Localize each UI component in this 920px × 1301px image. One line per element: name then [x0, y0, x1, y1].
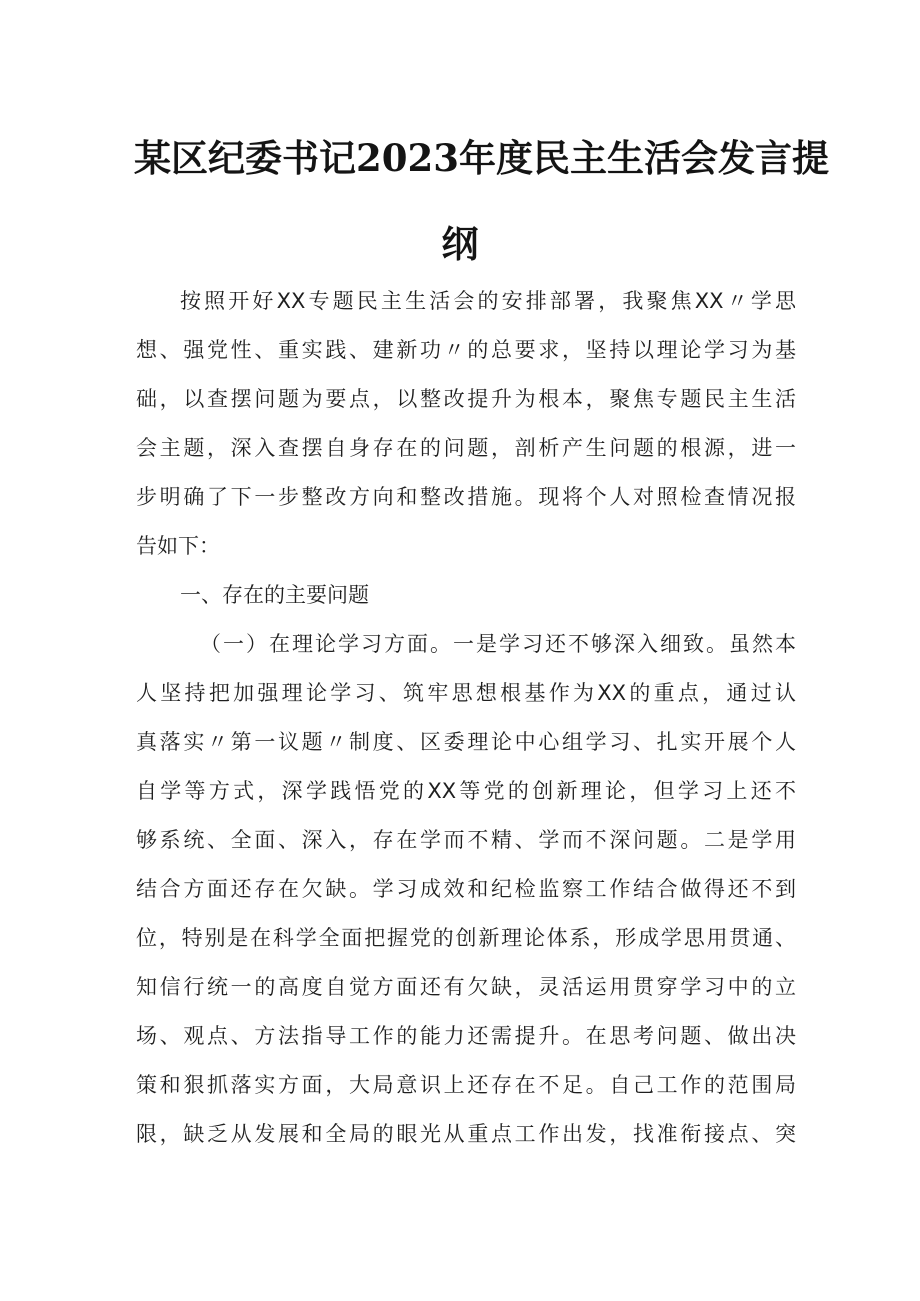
paragraph-3-line-10: 策和狠抓落实方面，大局意识上还存在不足。自己工作的范围局 [136, 1073, 796, 1097]
paragraph-1-line-1: 按照开好XX专题民主生活会的安排部署，我聚焦XX〃学思 [180, 289, 796, 313]
paragraph-3-line-5: 够系统、全面、深入，存在学而不精、学而不深问题。二是学用 [136, 828, 796, 852]
paragraph-3-line-7: 位，特别是在科学全面把握党的创新理论体系，形成学思用贯通、 [136, 926, 796, 950]
paragraph-3-line-8: 知信行统一的高度自觉方面还有欠缺，灵活运用贯穿学习中的立 [136, 975, 796, 999]
paragraph-3-line-6: 结合方面还存在欠缺。学习成效和纪检监察工作结合做得还不到 [136, 877, 796, 901]
section-heading: 一、存在的主要问题 [180, 583, 369, 607]
paragraph-1-line-5: 步明确了下一步整改方向和整改措施。现将个人对照检查情况报 [136, 485, 796, 509]
paragraph-1-line-6: 告如下： [136, 534, 220, 558]
document-title-line-2: 纲 [441, 222, 479, 266]
document-title-line-1: 某区纪委书记2023年度民主生活会发言提 [134, 136, 829, 180]
paragraph-1-line-2: 想、强党性、重实践、建新功〃的总要求，坚持以理论学习为基 [136, 338, 796, 362]
paragraph-3-line-9: 场、观点、方法指导工作的能力还需提升。在思考问题、做出决 [136, 1024, 796, 1048]
paragraph-3-line-1: （一）在理论学习方面。一是学习还不够深入细致。虽然本 [200, 632, 796, 656]
paragraph-3-line-3: 真落实〃第一议题〃制度、区委理论中心组学习、扎实开展个人 [136, 730, 796, 754]
paragraph-1-line-3: 础，以查摆问题为要点，以整改提升为根本，聚焦专题民主生活 [136, 387, 796, 411]
paragraph-1-line-4: 会主题，深入查摆自身存在的问题，剖析产生问题的根源，进一 [136, 436, 796, 460]
paragraph-3-line-11: 限，缺乏从发展和全局的眼光从重点工作出发，找准衔接点、突 [136, 1122, 796, 1146]
paragraph-3-line-4: 自学等方式，深学践悟党的XX等党的创新理论，但学习上还不 [136, 779, 796, 803]
paragraph-3-line-2: 人坚持把加强理论学习、筑牢思想根基作为XX的重点，通过认 [136, 681, 796, 705]
